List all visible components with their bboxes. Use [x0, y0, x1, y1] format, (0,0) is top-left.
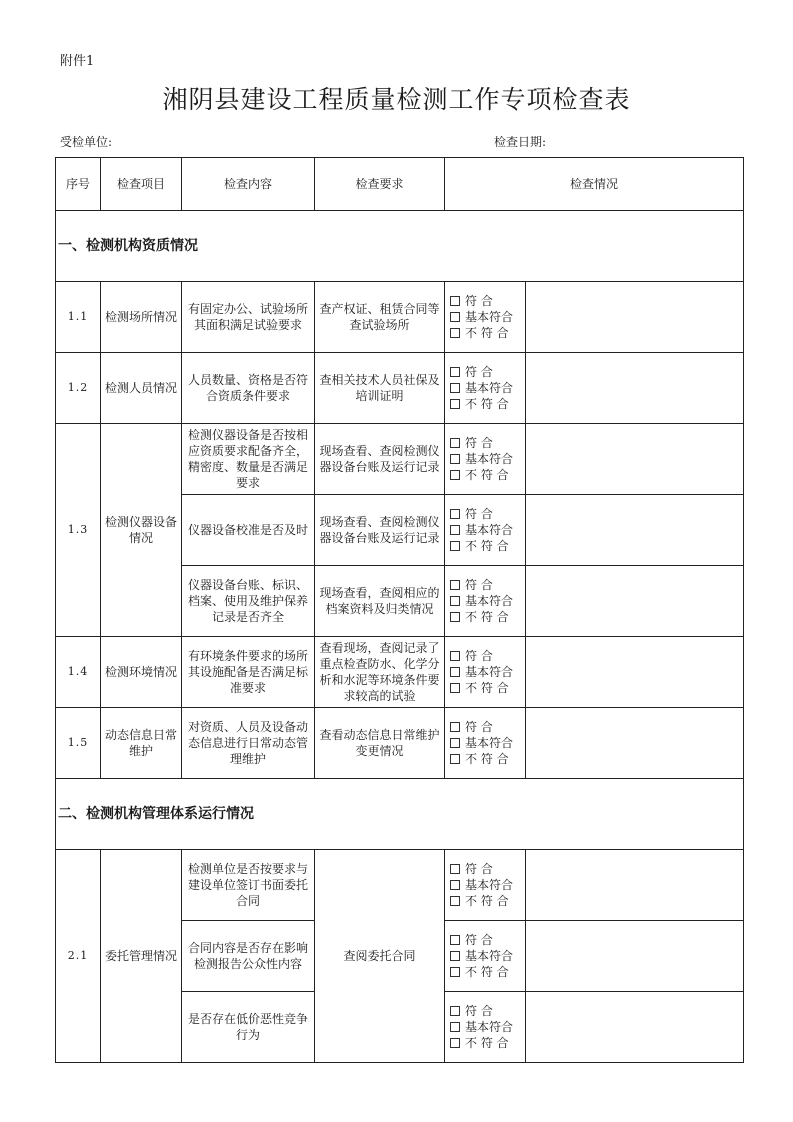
option-label: 基本符合: [465, 665, 514, 679]
option-not-comply[interactable]: [450, 893, 522, 909]
checkbox-icon[interactable]: [450, 1006, 460, 1016]
option-label: 不 符 合: [465, 965, 509, 979]
checkbox-icon[interactable]: [450, 525, 460, 535]
option-comply[interactable]: [450, 506, 522, 522]
row-requirement: 查产权证、租赁合同等查试验场所: [315, 282, 445, 353]
option-label: 符 合: [465, 933, 493, 947]
row-item: 检测场所情况: [101, 282, 182, 353]
section-title: 一、检测机构资质情况: [56, 211, 744, 282]
result-options: [445, 637, 526, 708]
result-remark[interactable]: [526, 353, 744, 424]
option-label: 不 符 合: [465, 681, 509, 695]
option-basic-comply[interactable]: [450, 309, 522, 325]
table-row: [56, 708, 744, 779]
option-label: 基本符合: [465, 594, 514, 608]
row-content: 合同内容是否存在影响检测报告公众性内容: [182, 921, 315, 992]
inspection-date-label: 检查日期:: [494, 135, 547, 149]
result-remark[interactable]: [526, 708, 744, 779]
checkbox-icon[interactable]: [450, 470, 460, 480]
inspection-table: [55, 157, 744, 1063]
row-item: 检测仪器设备情况: [101, 424, 182, 637]
option-comply[interactable]: [450, 719, 522, 735]
row-requirement: 现场查看、查阅检测仪器设备台账及运行记录: [315, 495, 445, 566]
checkbox-icon[interactable]: [450, 438, 460, 448]
result-options: [445, 921, 526, 992]
option-basic-comply[interactable]: [450, 1019, 522, 1035]
row-content: 仪器设备台账、标识、档案、使用及维护保养记录是否齐全: [182, 566, 315, 637]
result-options: [445, 353, 526, 424]
option-comply[interactable]: [450, 293, 522, 309]
checkbox-icon[interactable]: [450, 651, 460, 661]
attachment-label: 附件1: [60, 54, 95, 69]
option-not-comply[interactable]: [450, 467, 522, 483]
option-label: 不 符 合: [465, 752, 509, 766]
result-remark[interactable]: [526, 637, 744, 708]
option-label: 基本符合: [465, 736, 514, 750]
checkbox-icon[interactable]: [450, 312, 460, 322]
option-comply[interactable]: [450, 577, 522, 593]
result-options: [445, 992, 526, 1063]
option-comply[interactable]: [450, 861, 522, 877]
option-label: 基本符合: [465, 381, 514, 395]
header-serial: 序号: [56, 158, 101, 211]
checkbox-icon[interactable]: [450, 580, 460, 590]
option-basic-comply[interactable]: [450, 948, 522, 964]
section-header: [56, 211, 744, 282]
row-serial: 1.2: [56, 353, 101, 424]
option-label: 符 合: [465, 649, 493, 663]
option-label: 不 符 合: [465, 539, 509, 553]
option-label: 符 合: [465, 365, 493, 379]
row-content: 有固定办公、试验场所其面积满足试验要求: [182, 282, 315, 353]
option-label: 不 符 合: [465, 397, 509, 411]
option-basic-comply[interactable]: [450, 877, 522, 893]
row-content: 有环境条件要求的场所其设施配备是否满足标准要求: [182, 637, 315, 708]
option-label: 符 合: [465, 1004, 493, 1018]
option-comply[interactable]: [450, 932, 522, 948]
table-header-row: [56, 158, 744, 211]
option-basic-comply[interactable]: [450, 593, 522, 609]
option-basic-comply[interactable]: [450, 735, 522, 751]
option-label: 不 符 合: [465, 894, 509, 908]
row-requirement: 查看现场，查阅记录了重点检查防水、化学分析和水泥等环境条件要求较高的试验: [315, 637, 445, 708]
result-remark[interactable]: [526, 992, 744, 1063]
checkbox-icon[interactable]: [450, 454, 460, 464]
page-title: 湘阴县建设工程质量检测工作专项检查表: [162, 85, 631, 114]
table-row: [56, 850, 744, 921]
result-options: [445, 424, 526, 495]
checkbox-icon[interactable]: [450, 1022, 460, 1032]
option-label: 基本符合: [465, 523, 514, 537]
result-options: [445, 495, 526, 566]
option-basic-comply[interactable]: [450, 522, 522, 538]
option-label: 基本符合: [465, 452, 514, 466]
result-remark[interactable]: [526, 921, 744, 992]
option-basic-comply[interactable]: [450, 380, 522, 396]
checkbox-icon[interactable]: [450, 935, 460, 945]
option-not-comply[interactable]: [450, 751, 522, 767]
option-label: 基本符合: [465, 310, 514, 324]
header-result: 检查情况: [445, 158, 744, 211]
checkbox-icon[interactable]: [450, 722, 460, 732]
option-label: 符 合: [465, 294, 493, 308]
checkbox-icon[interactable]: [450, 509, 460, 519]
row-requirement: 查阅委托合同: [315, 850, 445, 1063]
row-serial: 2.1: [56, 850, 101, 1063]
row-serial: 1.1: [56, 282, 101, 353]
option-label: 基本符合: [465, 878, 514, 892]
checkbox-icon[interactable]: [450, 896, 460, 906]
checkbox-icon[interactable]: [450, 612, 460, 622]
option-label: 基本符合: [465, 949, 514, 963]
option-comply[interactable]: [450, 648, 522, 664]
result-options: [445, 708, 526, 779]
header-item: 检查项目: [101, 158, 182, 211]
checkbox-icon[interactable]: [450, 399, 460, 409]
row-content: 检测单位是否按要求与建设单位签订书面委托合同: [182, 850, 315, 921]
section-header: [56, 779, 744, 850]
row-item: 检测环境情况: [101, 637, 182, 708]
row-item: 动态信息日常维护: [101, 708, 182, 779]
checkbox-icon[interactable]: [450, 864, 460, 874]
row-content: 仪器设备校准是否及时: [182, 495, 315, 566]
checkbox-icon[interactable]: [450, 541, 460, 551]
option-not-comply[interactable]: [450, 396, 522, 412]
checkbox-icon[interactable]: [450, 328, 460, 338]
header-content: 检查内容: [182, 158, 315, 211]
row-requirement: 现场查看，查阅相应的档案资料及归类情况: [315, 566, 445, 637]
inspected-unit-label: 受检单位:: [60, 135, 113, 149]
result-remark[interactable]: [526, 566, 744, 637]
row-requirement: 现场查看、查阅检测仪器设备台账及运行记录: [315, 424, 445, 495]
table-row: [56, 353, 744, 424]
option-comply[interactable]: [450, 1003, 522, 1019]
checkbox-icon[interactable]: [450, 596, 460, 606]
checkbox-icon[interactable]: [450, 1038, 460, 1048]
result-options: [445, 850, 526, 921]
option-label: 不 符 合: [465, 1036, 509, 1050]
result-options: [445, 282, 526, 353]
option-label: 基本符合: [465, 1020, 514, 1034]
checkbox-icon[interactable]: [450, 296, 460, 306]
option-label: 不 符 合: [465, 610, 509, 624]
option-not-comply[interactable]: [450, 609, 522, 625]
option-comply[interactable]: [450, 364, 522, 380]
checkbox-icon[interactable]: [450, 880, 460, 890]
section-title: 二、检测机构管理体系运行情况: [56, 779, 744, 850]
row-serial: 1.3: [56, 424, 101, 637]
header-requirement: 检查要求: [315, 158, 445, 211]
option-label: 符 合: [465, 578, 493, 592]
checkbox-icon[interactable]: [450, 383, 460, 393]
table-row: [56, 282, 744, 353]
row-content: 检测仪器设备是否按相应资质要求配备齐全，精密度、数量是否满足要求: [182, 424, 315, 495]
option-not-comply[interactable]: [450, 680, 522, 696]
row-serial: 1.5: [56, 708, 101, 779]
row-item: 检测人员情况: [101, 353, 182, 424]
row-requirement: 查相关技术人员社保及培训证明: [315, 353, 445, 424]
row-content: 人员数量、资格是否符合资质条件要求: [182, 353, 315, 424]
table-row: [56, 424, 744, 495]
option-label: 符 合: [465, 862, 493, 876]
option-basic-comply[interactable]: [450, 664, 522, 680]
table-row: [56, 637, 744, 708]
row-item: 委托管理情况: [101, 850, 182, 1063]
checkbox-icon[interactable]: [450, 951, 460, 961]
result-remark[interactable]: [526, 495, 744, 566]
checkbox-icon[interactable]: [450, 667, 460, 677]
option-label: 符 合: [465, 720, 493, 734]
option-comply[interactable]: [450, 435, 522, 451]
result-remark[interactable]: [526, 850, 744, 921]
option-label: 符 合: [465, 507, 493, 521]
checkbox-icon[interactable]: [450, 683, 460, 693]
option-not-comply[interactable]: [450, 1035, 522, 1051]
result-remark[interactable]: [526, 282, 744, 353]
result-options: [445, 566, 526, 637]
checkbox-icon[interactable]: [450, 754, 460, 764]
option-not-comply[interactable]: [450, 964, 522, 980]
option-label: 不 符 合: [465, 326, 509, 340]
checkbox-icon[interactable]: [450, 967, 460, 977]
row-content: 是否存在低价恶性竞争行为: [182, 992, 315, 1063]
option-not-comply[interactable]: [450, 325, 522, 341]
option-label: 不 符 合: [465, 468, 509, 482]
checkbox-icon[interactable]: [450, 367, 460, 377]
option-not-comply[interactable]: [450, 538, 522, 554]
result-remark[interactable]: [526, 424, 744, 495]
option-label: 符 合: [465, 436, 493, 450]
row-content: 对资质、人员及设备动态信息进行日常动态管理维护: [182, 708, 315, 779]
option-basic-comply[interactable]: [450, 451, 522, 467]
row-requirement: 查看动态信息日常维护变更情况: [315, 708, 445, 779]
row-serial: 1.4: [56, 637, 101, 708]
checkbox-icon[interactable]: [450, 738, 460, 748]
